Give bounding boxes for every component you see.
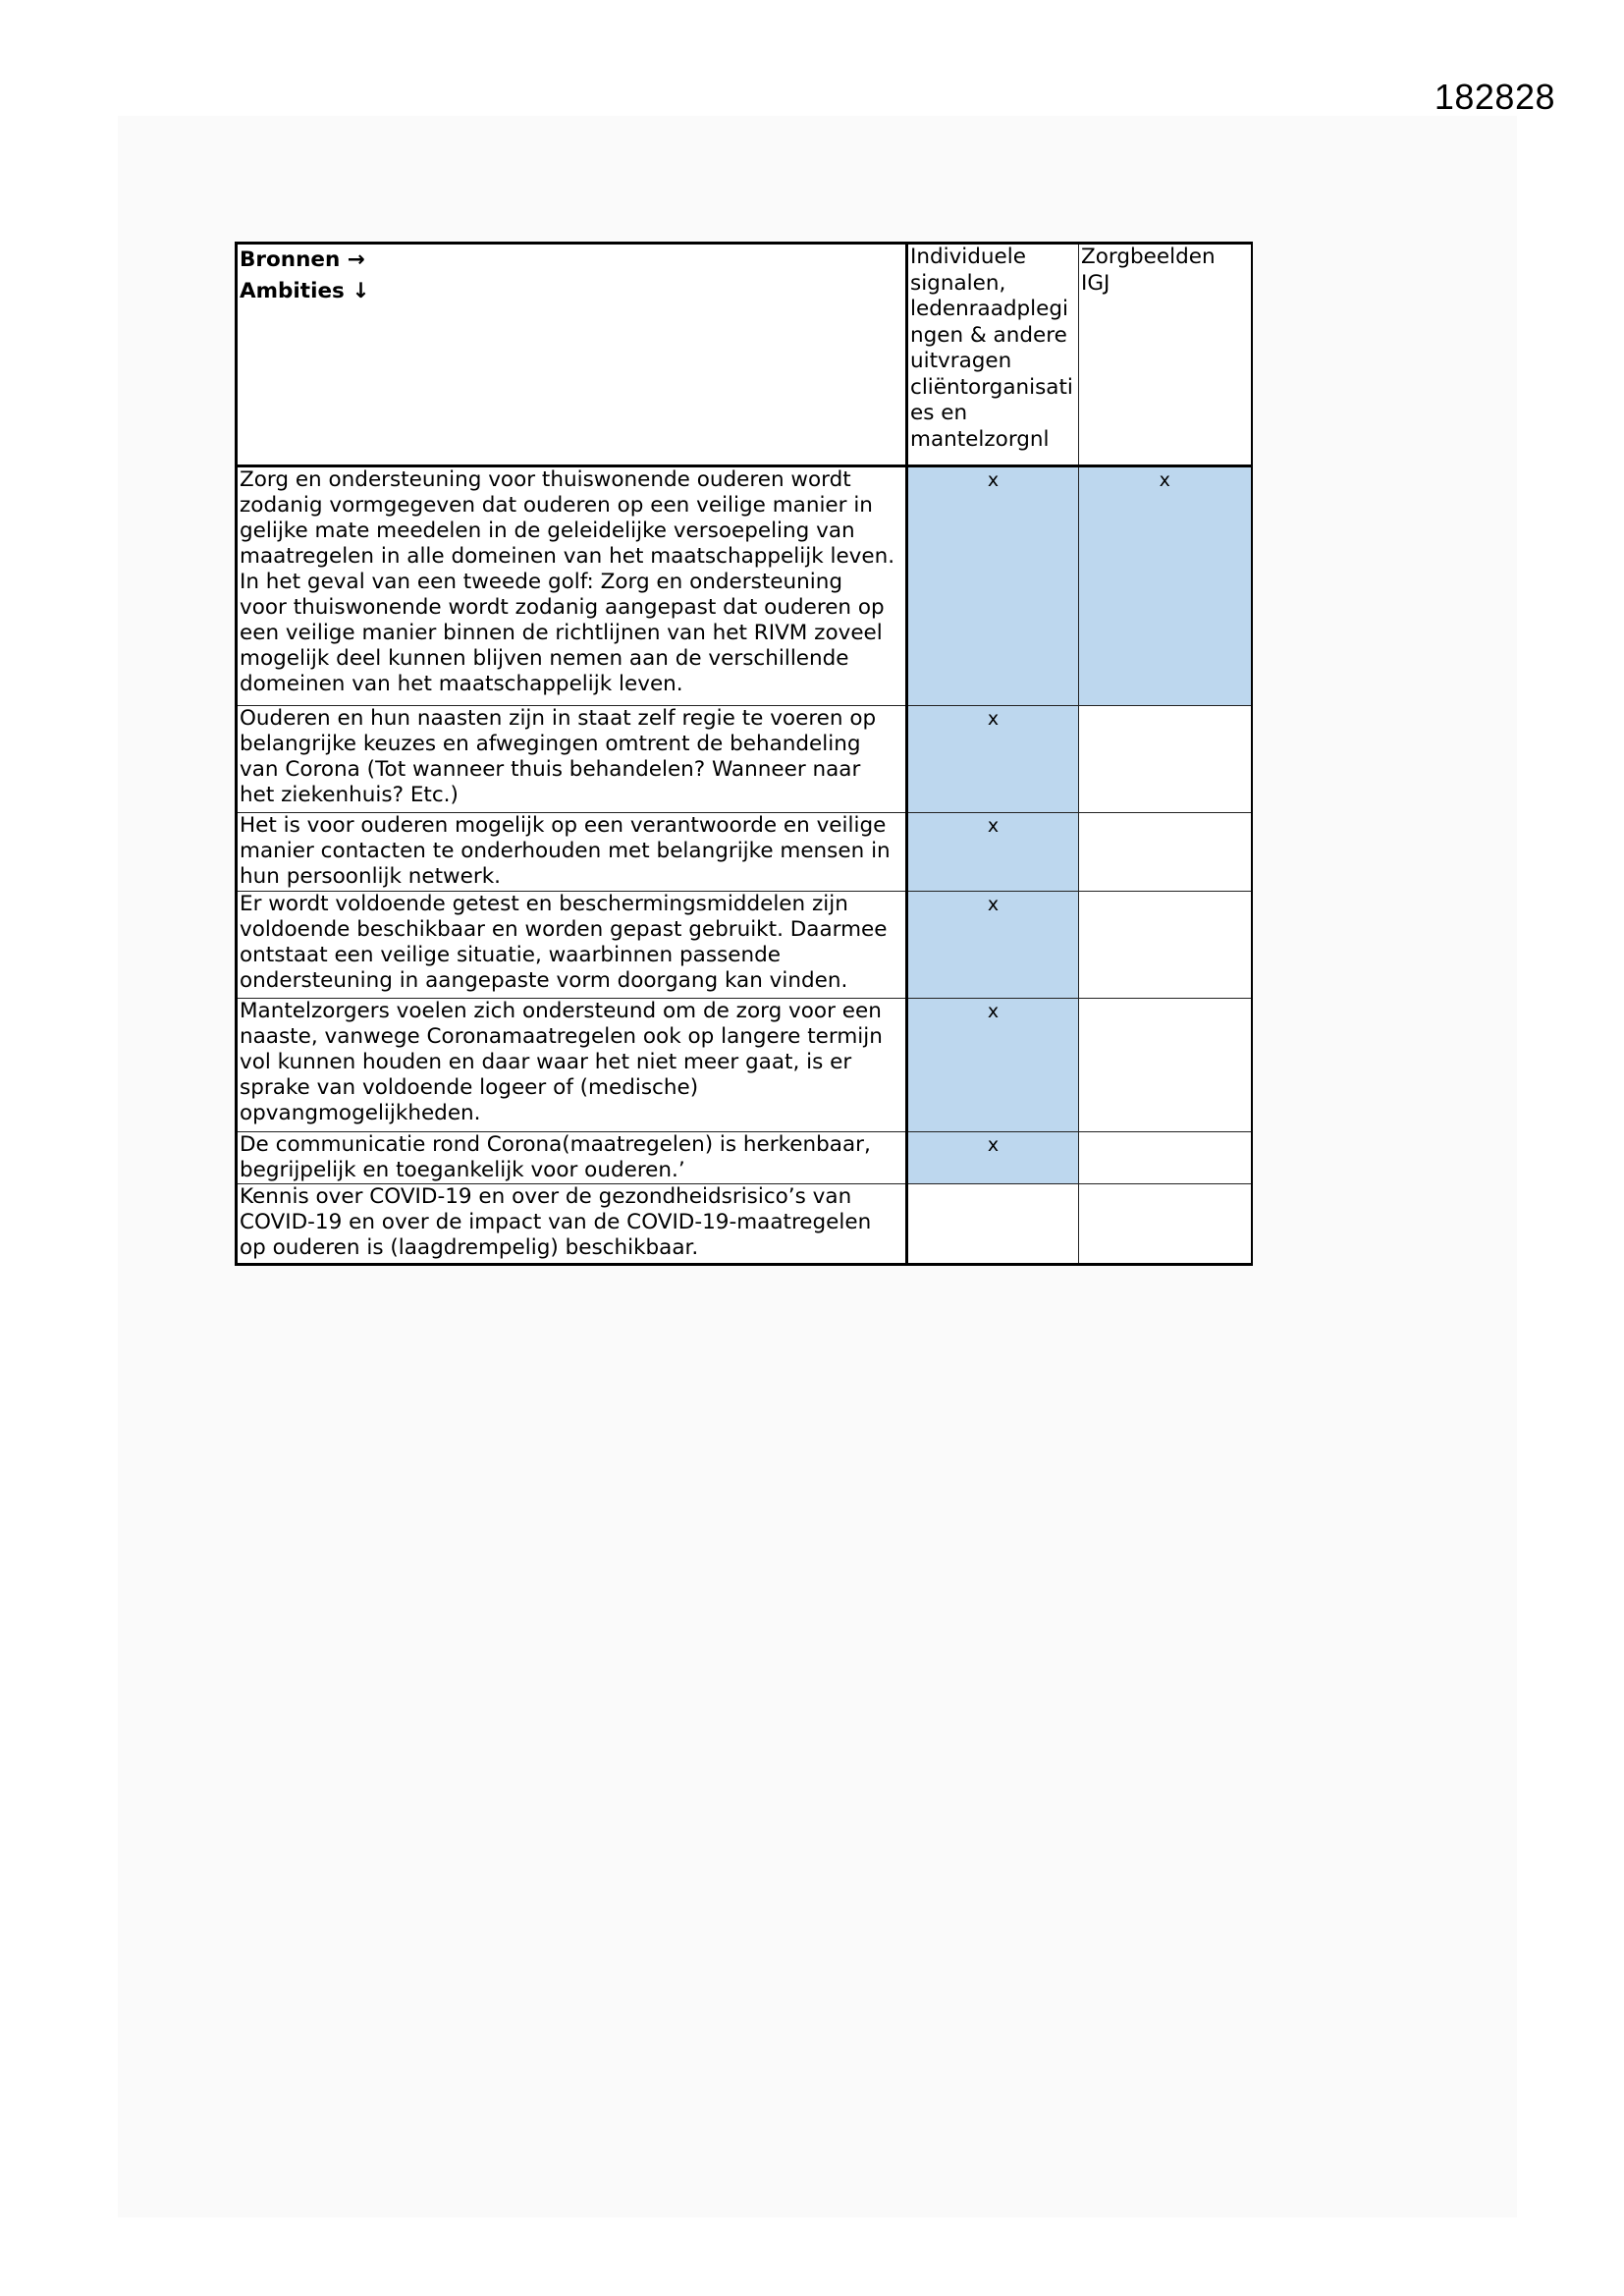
ambition-line: Mantelzorgers voelen zich ondersteund om de zorg voor een [240, 999, 882, 1023]
table-row [237, 1132, 1252, 1184]
ambition-line: COVID-19 en over de impact van de COVID-19-maatregelen [240, 1210, 872, 1234]
ambition-line: ondersteuning in aangepaste vorm doorgang kan vinden. [240, 968, 848, 993]
header-corner-cell [237, 244, 907, 466]
table-row [237, 466, 1252, 706]
mark-cell-individual-signals: x [907, 813, 1079, 892]
mark-cell-zorgbeelden [1079, 813, 1252, 892]
ambition-cell [237, 1184, 907, 1265]
header-col1-line: uitvragen [910, 349, 1012, 373]
header-row [237, 244, 1252, 466]
ambition-line: naaste, vanwege Coronamaatregelen ook op langere termijn [240, 1024, 883, 1049]
ambition-line: gelijke mate meedelen in de geleidelijke versoepeling van [240, 519, 855, 543]
ambition-cell [237, 999, 907, 1132]
header-col1-line: ledenraadplegi [910, 297, 1069, 321]
ambition-line: Ouderen en hun naasten zijn in staat zelf regie te voeren op [240, 706, 877, 731]
ambition-line: Er wordt voldoende getest en beschermingsmiddelen zijn [240, 892, 848, 916]
header-col1-line: mantelzorgnl [910, 426, 1050, 452]
mark-cell-individual-signals: x [907, 706, 1079, 813]
header-sources-label: Bronnen → [240, 247, 365, 272]
ambition-line: van Corona (Tot wanneer thuis behandelen? Wanneer naar [240, 757, 861, 782]
ambition-line: sprake van voldoende logeer of (medische) [240, 1075, 699, 1100]
ambition-cell [237, 1132, 907, 1184]
ambition-cell [237, 813, 907, 892]
ambition-line: opvangmogelijkheden. [240, 1101, 481, 1125]
ambition-line: mogelijk deel kunnen blijven nemen aan de verschillende [240, 646, 849, 671]
ambition-line: manier contacten te onderhouden met belangrijke mensen in [240, 839, 891, 863]
header-col1-line: es en [910, 401, 968, 425]
mark-cell-individual-signals: x [907, 999, 1079, 1132]
mark-cell-zorgbeelden [1079, 892, 1252, 999]
mark-cell-individual-signals: x [907, 1132, 1079, 1184]
mark-cell-zorgbeelden: x [1079, 466, 1252, 706]
header-col1-line: cliëntorganisati [910, 374, 1073, 400]
ambition-line: belangrijke keuzes en afwegingen omtrent de behandeling [240, 732, 861, 756]
header-col2-line: Zorgbeelden [1081, 245, 1216, 269]
mark-cell-individual-signals: x [907, 466, 1079, 706]
ambition-line: In het geval van een tweede golf: Zorg en ondersteuning [240, 570, 842, 594]
mark-cell-zorgbeelden [1079, 1132, 1252, 1184]
ambition-line: het ziekenhuis? Etc.) [240, 783, 459, 807]
ambition-cell [237, 466, 907, 706]
ambition-line: Het is voor ouderen mogelijk op een verantwoorde en veilige [240, 813, 887, 838]
ambition-line: ontstaat een veilige situatie, waarbinnen passende [240, 943, 781, 967]
ambition-cell [237, 892, 907, 999]
ambition-line: maatregelen in alle domeinen van het maatschappelijk leven. [240, 544, 895, 569]
header-col2-line: IGJ [1081, 270, 1110, 296]
header-col-zorgbeelden-igj [1079, 244, 1252, 466]
ambition-line: voldoende beschikbaar en worden gepast gebruikt. Daarmee [240, 917, 888, 942]
document-number: 182828 [1434, 77, 1555, 117]
table-row [237, 813, 1252, 892]
header-ambitions-label: Ambities ↓ [240, 279, 370, 303]
ambition-line: Zorg en ondersteuning voor thuiswonende ouderen wordt [240, 467, 851, 492]
ambition-line: zodanig vormgegeven dat ouderen op een veilige manier in [240, 493, 873, 518]
ambition-line: vol kunnen houden en daar waar het niet meer gaat, is er [240, 1050, 852, 1074]
table-row [237, 892, 1252, 999]
table-row [237, 706, 1252, 813]
mark-cell-individual-signals: x [907, 892, 1079, 999]
header-col1-line: Individuele [910, 245, 1026, 269]
mark-cell-zorgbeelden [1079, 999, 1252, 1132]
mark-cell-individual-signals [907, 1184, 1079, 1265]
header-col1-line: signalen, [910, 270, 1006, 296]
ambition-line: een veilige manier binnen de richtlijnen van het RIVM zoveel [240, 621, 883, 645]
ambition-line: domeinen van het maatschappelijk leven. [240, 672, 683, 696]
ambition-line: voor thuiswonende wordt zodanig aangepast dat ouderen op [240, 595, 885, 620]
ambition-line: op ouderen is (laagdrempelig) beschikbaar. [240, 1235, 699, 1260]
ambition-cell [237, 706, 907, 813]
header-col-individual-signals [907, 244, 1079, 466]
mark-cell-zorgbeelden [1079, 1184, 1252, 1265]
mark-cell-zorgbeelden [1079, 706, 1252, 813]
ambition-line: begrijpelijk en toegankelijk voor ouderen.’ [240, 1158, 685, 1182]
sources-ambitions-matrix [235, 242, 1253, 1266]
table-row [237, 999, 1252, 1132]
ambition-line: hun persoonlijk netwerk. [240, 864, 501, 889]
table-row [237, 1184, 1252, 1265]
header-col1-line: ngen & andere [910, 322, 1067, 348]
ambition-line: De communicatie rond Corona(maatregelen) is herkenbaar, [240, 1132, 871, 1157]
ambition-line: Kennis over COVID-19 en over de gezondheidsrisico’s van [240, 1184, 852, 1209]
